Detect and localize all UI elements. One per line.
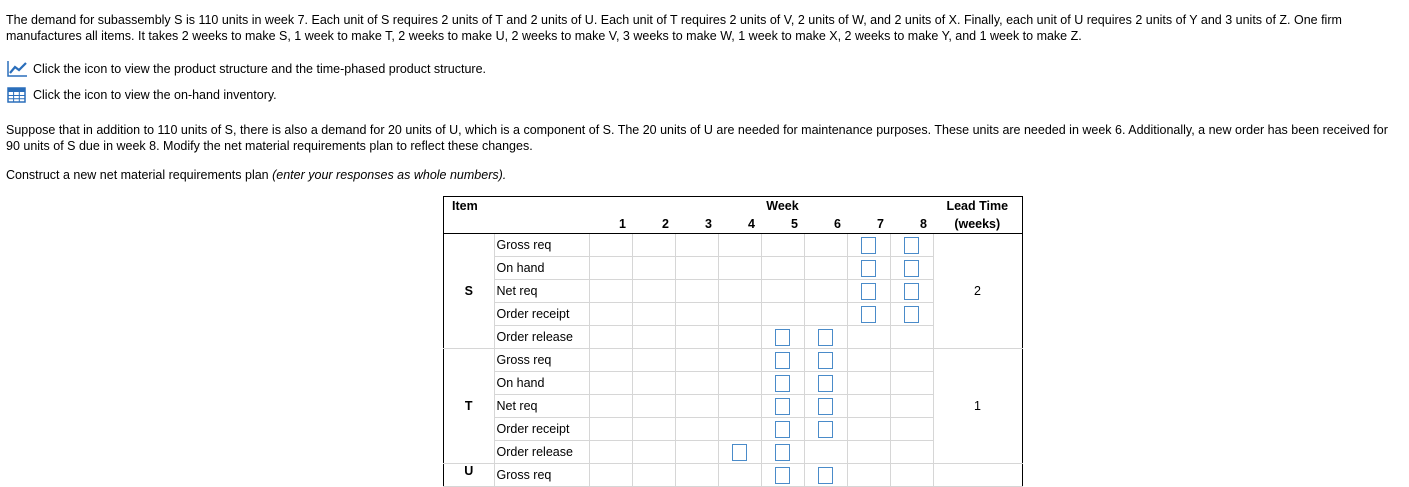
header-lead-time-unit: (weeks) (933, 215, 1022, 234)
product-structure-link[interactable] (6, 60, 486, 78)
mrp-row (444, 464, 1023, 487)
answer-input[interactable] (861, 260, 876, 277)
week-cell (761, 372, 804, 395)
week-cell (675, 303, 718, 326)
answer-input[interactable] (775, 421, 790, 438)
answer-input[interactable] (818, 421, 833, 438)
answer-input[interactable] (818, 375, 833, 392)
week-cell (589, 349, 632, 372)
inventory-link-text: Click the icon to view the on-hand inventory. (33, 88, 277, 102)
line-chart-icon[interactable] (6, 60, 28, 78)
week-cell (761, 441, 804, 464)
instruction-note: (enter your responses as whole numbers). (272, 168, 507, 182)
week-cell (718, 257, 761, 280)
week-cell (675, 418, 718, 441)
answer-input[interactable] (861, 283, 876, 300)
week-cell (589, 395, 632, 418)
week-cell (804, 418, 847, 441)
week-cell (890, 257, 933, 280)
row-label: Order receipt (494, 303, 589, 326)
week-cell (890, 464, 933, 487)
answer-input[interactable] (818, 352, 833, 369)
answer-input[interactable] (775, 467, 790, 484)
week-cell (632, 303, 675, 326)
week-cell (632, 441, 675, 464)
row-label: Net req (494, 395, 589, 418)
week-cell (847, 257, 890, 280)
week-cell (847, 418, 890, 441)
answer-input[interactable] (818, 329, 833, 346)
week-cell (632, 280, 675, 303)
row-label: On hand (494, 372, 589, 395)
week-cell (847, 349, 890, 372)
week-cell (718, 372, 761, 395)
answer-input[interactable] (775, 444, 790, 461)
week-cell (804, 441, 847, 464)
lead-time-value (933, 464, 1022, 487)
week-cell (675, 326, 718, 349)
row-label: Order release (494, 326, 589, 349)
row-label: Net req (494, 280, 589, 303)
week-cell (761, 418, 804, 441)
scenario-statement: Suppose that in addition to 110 units of S, there is also a demand for 20 units of U, which is a component of S. The 20 units of U are needed for maintenance purposes. These units are needed in week 6. Additionally, a new order has been received for 90 units of S due in week 8. Modify the net material requirements plan to reflect these changes. (6, 123, 1388, 153)
header-week: Week (761, 197, 804, 216)
week-cell (589, 372, 632, 395)
week-cell (847, 395, 890, 418)
answer-input[interactable] (775, 329, 790, 346)
week-cell (804, 372, 847, 395)
week-cell (761, 234, 804, 257)
week-cell (675, 349, 718, 372)
week-cell (847, 326, 890, 349)
inventory-link[interactable] (6, 86, 277, 104)
week-cell (589, 326, 632, 349)
week-cell (675, 464, 718, 487)
mrp-table (443, 196, 1023, 487)
week-cell (804, 303, 847, 326)
answer-input[interactable] (818, 398, 833, 415)
week-cell (761, 464, 804, 487)
item-name: T (444, 349, 495, 464)
week-cell (718, 280, 761, 303)
week-cell (761, 280, 804, 303)
lead-time-value: 2 (933, 234, 1022, 349)
week-header: 1 (589, 215, 632, 234)
answer-input[interactable] (904, 306, 919, 323)
week-header: 3 (675, 215, 718, 234)
item-name: S (444, 234, 495, 349)
week-cell (890, 395, 933, 418)
week-cell (675, 395, 718, 418)
week-cell (761, 303, 804, 326)
week-cell (847, 441, 890, 464)
table-grid-icon[interactable] (6, 86, 28, 104)
week-cell (718, 418, 761, 441)
week-cell (589, 257, 632, 280)
week-cell (632, 234, 675, 257)
week-cell (804, 257, 847, 280)
problem-statement: The demand for subassembly S is 110 units in week 7. Each unit of S requires 2 units of T and 2 units of U. Each unit of T requires 2 units of V, 2 units of W, and 2 units of X. Finally, each unit of U requires 2 units of Y and 3 units of Z. One firm manufactures all items. It takes 2 weeks to make S, 1 week to make T, 2 weeks to make U, 2 weeks to make V, 3 weeks to make W, 1 week to make X, 2 weeks to make Y, and 1 week to make Z. (6, 13, 1342, 43)
product-structure-link-text: Click the icon to view the product structure and the time-phased product structure. (33, 62, 487, 76)
week-cell (718, 349, 761, 372)
week-cell (718, 395, 761, 418)
week-cell (804, 326, 847, 349)
week-cell (890, 280, 933, 303)
week-cell (675, 441, 718, 464)
week-cell (632, 372, 675, 395)
instruction-text: Construct a new net material requirements plan (6, 168, 273, 182)
week-header: 2 (632, 215, 675, 234)
week-cell (847, 234, 890, 257)
answer-input[interactable] (861, 237, 876, 254)
week-header: 6 (804, 215, 847, 234)
week-cell (632, 257, 675, 280)
row-label: Order release (494, 441, 589, 464)
week-cell (675, 234, 718, 257)
row-label: Gross req (494, 349, 589, 372)
week-cell (847, 372, 890, 395)
week-cell (632, 395, 675, 418)
week-cell (718, 303, 761, 326)
row-label: Gross req (494, 464, 589, 487)
week-cell (890, 372, 933, 395)
week-cell (632, 326, 675, 349)
week-cell (847, 464, 890, 487)
week-cell (589, 441, 632, 464)
week-cell (632, 349, 675, 372)
answer-input[interactable] (904, 237, 919, 254)
week-cell (804, 234, 847, 257)
week-header: 5 (761, 215, 804, 234)
mrp-row (444, 349, 1023, 372)
week-cell (589, 418, 632, 441)
week-cell (632, 418, 675, 441)
week-cell (804, 280, 847, 303)
header-lead-time: Lead Time (933, 197, 1022, 216)
item-name: U (444, 464, 495, 487)
week-cell (890, 441, 933, 464)
week-cell (589, 464, 632, 487)
week-cell (890, 326, 933, 349)
week-cell (718, 234, 761, 257)
week-cell (804, 349, 847, 372)
week-cell (890, 303, 933, 326)
answer-input[interactable] (775, 398, 790, 415)
header-item: Item (444, 197, 495, 216)
week-cell (718, 441, 761, 464)
week-cell (890, 349, 933, 372)
answer-input[interactable] (861, 306, 876, 323)
week-header: 7 (847, 215, 890, 234)
week-header: 8 (890, 215, 933, 234)
answer-input[interactable] (732, 444, 747, 461)
mrp-row (444, 234, 1023, 257)
week-cell (589, 303, 632, 326)
answer-input[interactable] (904, 283, 919, 300)
lead-time-value: 1 (933, 349, 1022, 464)
answer-input[interactable] (775, 375, 790, 392)
week-cell (675, 257, 718, 280)
week-cell (675, 280, 718, 303)
answer-input[interactable] (775, 352, 790, 369)
week-cell (847, 280, 890, 303)
week-cell (761, 349, 804, 372)
week-header: 4 (718, 215, 761, 234)
week-cell (804, 464, 847, 487)
week-cell (804, 395, 847, 418)
week-cell (632, 464, 675, 487)
week-cell (890, 418, 933, 441)
week-cell (675, 372, 718, 395)
row-label: On hand (494, 257, 589, 280)
week-cell (589, 280, 632, 303)
answer-input[interactable] (904, 260, 919, 277)
week-cell (847, 303, 890, 326)
week-cell (718, 326, 761, 349)
instruction (6, 167, 1402, 183)
row-label: Order receipt (494, 418, 589, 441)
week-cell (761, 395, 804, 418)
week-cell (761, 257, 804, 280)
week-cell (718, 464, 761, 487)
row-label: Gross req (494, 234, 589, 257)
answer-input[interactable] (818, 467, 833, 484)
week-cell (589, 234, 632, 257)
week-cell (890, 234, 933, 257)
week-cell (761, 326, 804, 349)
